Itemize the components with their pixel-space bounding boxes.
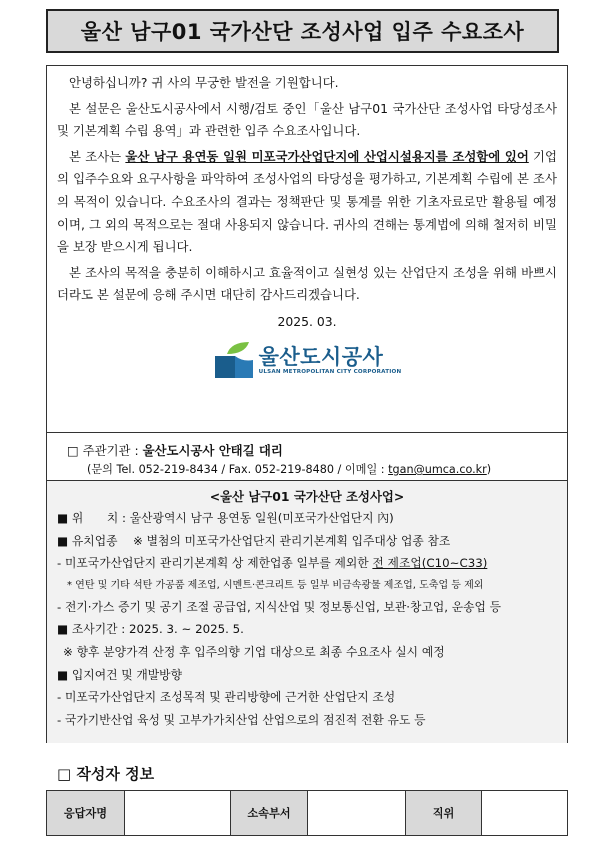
- project-period-note: ※ 향후 분양가격 산정 후 입주의향 기업 대상으로 최종 수요조사 실시 예정: [63, 644, 445, 659]
- project-industry: ■ 유치업종 ※ 별첨의 미포국가산업단지 관리기본계획 입주대상 업종 참조: [57, 533, 451, 548]
- position-label: 직위: [406, 791, 482, 836]
- project-period: ■ 조사기간 : 2025. 3. ~ 2025. 5.: [57, 622, 244, 637]
- position-field[interactable]: [482, 791, 568, 836]
- intro-objective: [57, 146, 557, 259]
- industry-item-1-underline: 전 제조업(C10~C33): [372, 556, 488, 571]
- project-section: [47, 480, 567, 743]
- organization-logo: [47, 335, 567, 385]
- survey-date: 2025. 03.: [277, 313, 337, 329]
- intro-purpose: 본 설문은 울산도시공사에서 시행/검토 중인「울산 남구01 국가산단 조성사업 타당성조사 및 기본계획 수립 용역」과 관련한 입주 수요조사입니다.: [57, 100, 557, 139]
- host-contact-person: 울산도시공사 안태길 대리: [142, 443, 283, 458]
- project-industry-item-1: [57, 552, 561, 575]
- respondent-label: 응답자명: [47, 791, 125, 836]
- project-title: <울산 남구01 국가산단 조성사업>: [209, 489, 405, 504]
- intro-text: [47, 66, 567, 307]
- contact-section: [47, 432, 567, 481]
- contact-info: [87, 461, 491, 477]
- industry-item-1-text: - 미포국가산업단지 관리기본계획 상 제한업종 일부를 제외한: [57, 556, 373, 571]
- writer-info-table: [46, 790, 568, 836]
- survey-intro-box: [46, 65, 568, 743]
- intro-objective-highlight: 울산 남구 용연동 일원 미포국가산업단지에 산업시설용지를 조성함에 있어: [125, 148, 529, 164]
- host-label: □ 주관기관 :: [67, 443, 143, 458]
- project-condition-2: - 국가기반산업 육성 및 고부가가치산업 산업으로의 점진적 전환 유도 등: [57, 712, 426, 727]
- project-location: ■ 위 치 : 울산광역시 남구 용연동 일원(미포국가산업단지 內): [57, 511, 394, 525]
- intro-greeting: 안녕하십니까? 귀 사의 무궁한 발전을 기원합니다.: [69, 75, 339, 90]
- project-industry-note: * 연탄 및 기타 석탄 가공품 제조업, 시멘트·콘크리트 등 일부 비금속광물 제조업, 도축업 등 제외: [67, 579, 484, 591]
- writer-info-heading: □ 작성자 정보: [57, 765, 155, 783]
- project-conditions: ■ 입지여건 및 개발방향: [57, 667, 182, 682]
- intro-objective-lead: 본 조사는: [69, 148, 126, 164]
- project-condition-1: - 미포국가산업단지 조성목적 및 관리방향에 근거한 산업단지 조성: [57, 690, 396, 705]
- respondent-field[interactable]: [125, 791, 231, 836]
- intro-request: 본 조사의 목적을 충분히 이해하시고 효율적이고 실현성 있는 산업단지 조성을 위해 바쁘시더라도 본 설문에 응해 주시면 대단히 감사드리겠습니다.: [57, 264, 557, 303]
- logo-subtitle: ULSAN METROPOLITAN CITY CORPORATION: [258, 368, 402, 375]
- contact-email-link[interactable]: tgan@umca.co.kr: [388, 463, 487, 476]
- contact-close-paren: ): [486, 463, 492, 476]
- department-label: 소속부서: [231, 791, 308, 836]
- page-title: 울산 남구01 국가산단 조성사업 입주 수요조사: [46, 9, 559, 53]
- project-industry-item-2: - 전기·가스 증기 및 공기 조절 공급업, 지식산업 및 정보통신업, 보관·창고업, 운송업 등: [57, 599, 502, 614]
- intro-objective-body: 기업의 입주수요와 요구사항을 파악하여 조성사업의 타당성을 평가하고, 기본계획 수립에 본 조사의 목적이 있습니다. 수요조사의 결과는 정책판단 및 통계를 위한 기초자료로만 활용될 예정이며, 그 외의 목적으로는 절대 사용되지 않습니다. 귀사의 견해는 통계법에 의해 철저히 비밀을 보장 받으시게 됩니다.: [57, 148, 557, 255]
- contact-phone-fax: (문의 Tel. 052-219-8434 / Fax. 052-219-8480 / 이메일 :: [87, 463, 389, 476]
- department-field[interactable]: [308, 791, 406, 836]
- logo-name: 울산도시공사: [258, 344, 384, 369]
- host-organization: [67, 441, 283, 459]
- logo-mark-icon: [213, 340, 255, 380]
